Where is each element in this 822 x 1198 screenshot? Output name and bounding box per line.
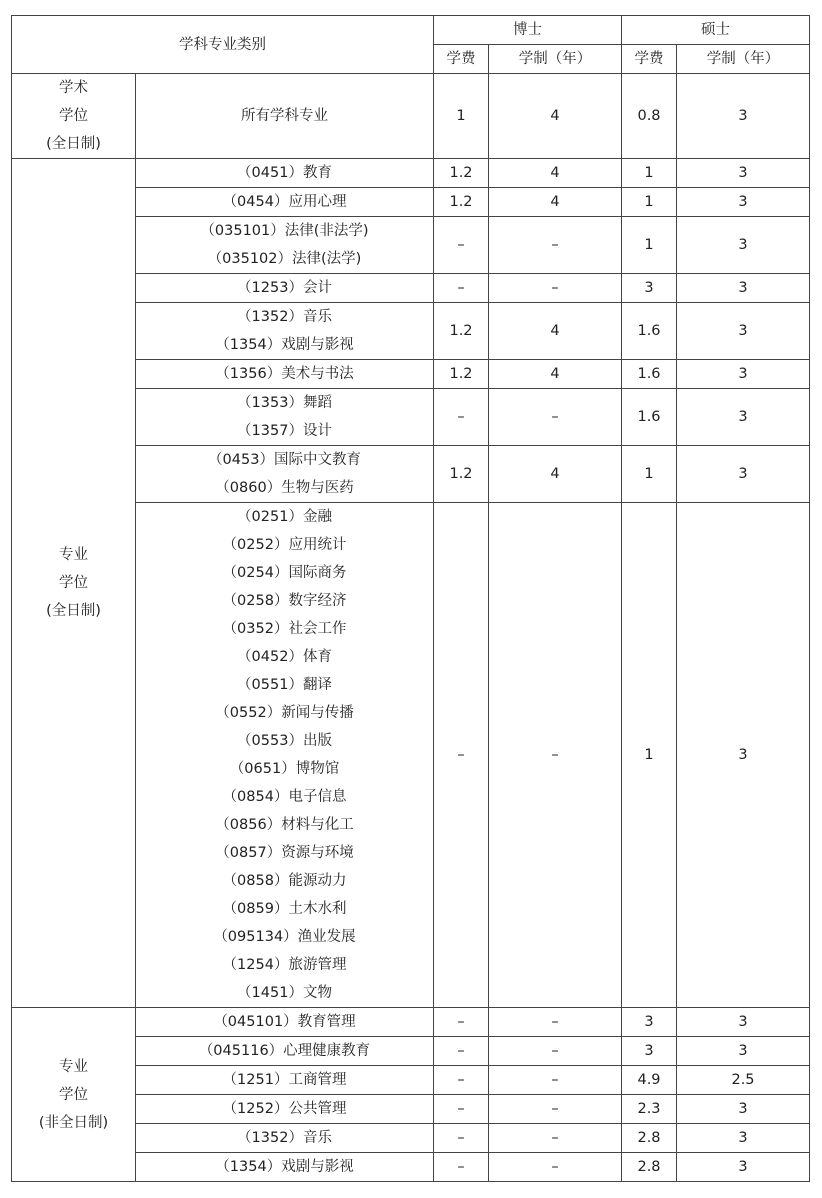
major-name: （1251）工商管理 — [222, 1072, 347, 1088]
major-name: （0859）土木水利 — [222, 901, 347, 917]
master-fee-cell: 1 — [622, 188, 677, 217]
major-name: （0254）国际商务 — [222, 565, 347, 581]
major-name: （0552）新闻与传播 — [215, 705, 354, 721]
major-name: （0856）材料与化工 — [215, 817, 354, 833]
master-duration-cell: 3 — [677, 217, 810, 274]
major-cell — [136, 446, 434, 503]
major-name: （0860）生物与医药 — [215, 480, 354, 496]
major-name: （1254）旅游管理 — [222, 957, 347, 973]
doctor-fee-cell: – — [434, 503, 489, 1008]
header-master: 硕士 — [622, 16, 810, 45]
major-name: （0252）应用统计 — [222, 537, 347, 553]
doctor-duration-cell: – — [489, 503, 622, 1008]
doctor-duration-cell: – — [489, 1095, 622, 1124]
doctor-duration-cell: – — [489, 1153, 622, 1182]
doctor-duration-cell: – — [489, 217, 622, 274]
major-name: （0454）应用心理 — [222, 194, 347, 210]
major-cell — [136, 74, 434, 159]
master-duration-cell: 3 — [677, 188, 810, 217]
major-name: （0452）体育 — [237, 649, 332, 665]
doctor-fee-cell: – — [434, 217, 489, 274]
master-duration-cell: 3 — [677, 159, 810, 188]
degree-category — [12, 159, 136, 1008]
major-name: （1356）美术与书法 — [215, 366, 354, 382]
master-fee-cell: 1 — [622, 159, 677, 188]
degree-category-line: 专业 — [59, 547, 88, 563]
master-fee-cell: 1 — [622, 217, 677, 274]
doctor-fee-cell: – — [434, 274, 489, 303]
major-cell — [136, 1008, 434, 1037]
master-duration-cell: 3 — [677, 1037, 810, 1066]
doctor-duration-cell: – — [489, 1066, 622, 1095]
table-body — [12, 74, 810, 1182]
doctor-fee-cell: – — [434, 1124, 489, 1153]
master-fee-cell: 1.6 — [622, 389, 677, 446]
table-row — [12, 159, 810, 188]
header-master-duration: 学制（年） — [677, 45, 810, 74]
major-name: （045101）教育管理 — [213, 1014, 356, 1030]
master-fee-cell: 2.8 — [622, 1124, 677, 1153]
doctor-duration-cell: – — [489, 389, 622, 446]
master-duration-cell: 3 — [677, 389, 810, 446]
doctor-duration-cell: 4 — [489, 446, 622, 503]
master-fee-cell: 3 — [622, 274, 677, 303]
table-row — [12, 1008, 810, 1037]
doctor-fee-cell: – — [434, 1153, 489, 1182]
degree-category-line: (全日制) — [46, 136, 101, 152]
major-name: （1357）设计 — [237, 423, 332, 439]
master-duration-cell: 3 — [677, 446, 810, 503]
master-duration-cell: 3 — [677, 503, 810, 1008]
master-fee-cell: 1.6 — [622, 360, 677, 389]
major-cell — [136, 360, 434, 389]
master-duration-cell: 3 — [677, 360, 810, 389]
major-name: （0352）社会工作 — [222, 621, 347, 637]
major-name: （0553）出版 — [237, 733, 332, 749]
degree-category — [12, 74, 136, 159]
master-duration-cell: 3 — [677, 74, 810, 159]
header-master-fee: 学费 — [622, 45, 677, 74]
master-duration-cell: 3 — [677, 1153, 810, 1182]
header-doctor-fee: 学费 — [434, 45, 489, 74]
major-name: （0651）博物馆 — [229, 761, 340, 777]
major-cell — [136, 1124, 434, 1153]
major-name: （1252）公共管理 — [222, 1101, 347, 1117]
major-name: （1354）戏剧与影视 — [215, 337, 354, 353]
doctor-duration-cell: – — [489, 1124, 622, 1153]
major-cell — [136, 1066, 434, 1095]
doctor-duration-cell: – — [489, 1037, 622, 1066]
major-name: （035101）法律(非法学) — [200, 223, 369, 239]
doctor-duration-cell: 4 — [489, 360, 622, 389]
doctor-fee-cell: – — [434, 1008, 489, 1037]
master-duration-cell: 3 — [677, 274, 810, 303]
master-fee-cell: 3 — [622, 1008, 677, 1037]
degree-category — [12, 1008, 136, 1182]
doctor-duration-cell: – — [489, 274, 622, 303]
major-name: （045116）心理健康教育 — [198, 1043, 371, 1059]
doctor-fee-cell: – — [434, 389, 489, 446]
major-name: （0551）翻译 — [237, 677, 332, 693]
doctor-duration-cell: 4 — [489, 159, 622, 188]
major-cell — [136, 1037, 434, 1066]
major-name: （1353）舞蹈 — [237, 395, 332, 411]
major-name: 所有学科专业 — [241, 108, 328, 124]
major-name: （1354）戏剧与影视 — [215, 1159, 354, 1175]
major-name: （0854）电子信息 — [222, 789, 347, 805]
major-cell — [136, 389, 434, 446]
degree-category-line: (非全日制) — [38, 1114, 109, 1131]
doctor-fee-cell: 1.2 — [434, 159, 489, 188]
doctor-fee-cell: – — [434, 1095, 489, 1124]
master-fee-cell: 1 — [622, 446, 677, 503]
doctor-fee-cell: – — [434, 1037, 489, 1066]
master-fee-cell: 1 — [622, 503, 677, 1008]
major-name: （035102）法律(法学) — [207, 251, 362, 267]
major-cell — [136, 217, 434, 274]
degree-category-line: 学位 — [59, 1086, 88, 1103]
major-name: （1352）音乐 — [237, 309, 332, 325]
major-name: （0451）教育 — [237, 165, 332, 181]
doctor-fee-cell: 1.2 — [434, 446, 489, 503]
major-cell — [136, 159, 434, 188]
master-duration-cell: 3 — [677, 1095, 810, 1124]
doctor-fee-cell: 1.2 — [434, 360, 489, 389]
header-category: 学科专业类别 — [12, 16, 434, 74]
master-fee-cell: 4.9 — [622, 1066, 677, 1095]
major-cell — [136, 274, 434, 303]
doctor-fee-cell: – — [434, 1066, 489, 1095]
major-name: （0251）金融 — [237, 509, 332, 525]
master-fee-cell: 0.8 — [622, 74, 677, 159]
major-name: （0858）能源动力 — [222, 873, 347, 889]
major-cell — [136, 188, 434, 217]
doctor-duration-cell: – — [489, 1008, 622, 1037]
table-row — [12, 74, 810, 159]
major-name: （1352）音乐 — [237, 1130, 332, 1146]
doctor-duration-cell: 4 — [489, 74, 622, 159]
master-fee-cell: 1.6 — [622, 303, 677, 360]
doctor-fee-cell: 1.2 — [434, 303, 489, 360]
degree-category-line: 学术 — [59, 80, 88, 96]
doctor-fee-cell: 1.2 — [434, 188, 489, 217]
major-name: （0258）数字经济 — [222, 593, 347, 609]
tuition-table — [11, 15, 810, 1182]
header-doctor: 博士 — [434, 16, 622, 45]
major-cell — [136, 503, 434, 1008]
master-fee-cell: 2.3 — [622, 1095, 677, 1124]
master-fee-cell: 2.8 — [622, 1153, 677, 1182]
major-cell — [136, 1095, 434, 1124]
master-fee-cell: 3 — [622, 1037, 677, 1066]
master-duration-cell: 2.5 — [677, 1066, 810, 1095]
major-cell — [136, 303, 434, 360]
degree-category-line: 学位 — [59, 108, 88, 124]
master-duration-cell: 3 — [677, 1008, 810, 1037]
header-doctor-duration: 学制（年） — [489, 45, 622, 74]
degree-category-line: (全日制) — [46, 603, 101, 619]
major-name: （1451）文物 — [237, 985, 332, 1001]
major-name: （1253）会计 — [237, 280, 332, 296]
doctor-duration-cell: 4 — [489, 188, 622, 217]
major-cell — [136, 1153, 434, 1182]
master-duration-cell: 3 — [677, 1124, 810, 1153]
doctor-duration-cell: 4 — [489, 303, 622, 360]
master-duration-cell: 3 — [677, 303, 810, 360]
major-name: （095134）渔业发展 — [213, 929, 356, 945]
doctor-fee-cell: 1 — [434, 74, 489, 159]
degree-category-line: 专业 — [59, 1058, 88, 1075]
major-name: （0453）国际中文教育 — [208, 452, 361, 468]
major-name: （0857）资源与环境 — [215, 845, 354, 861]
degree-category-line: 学位 — [59, 575, 88, 591]
